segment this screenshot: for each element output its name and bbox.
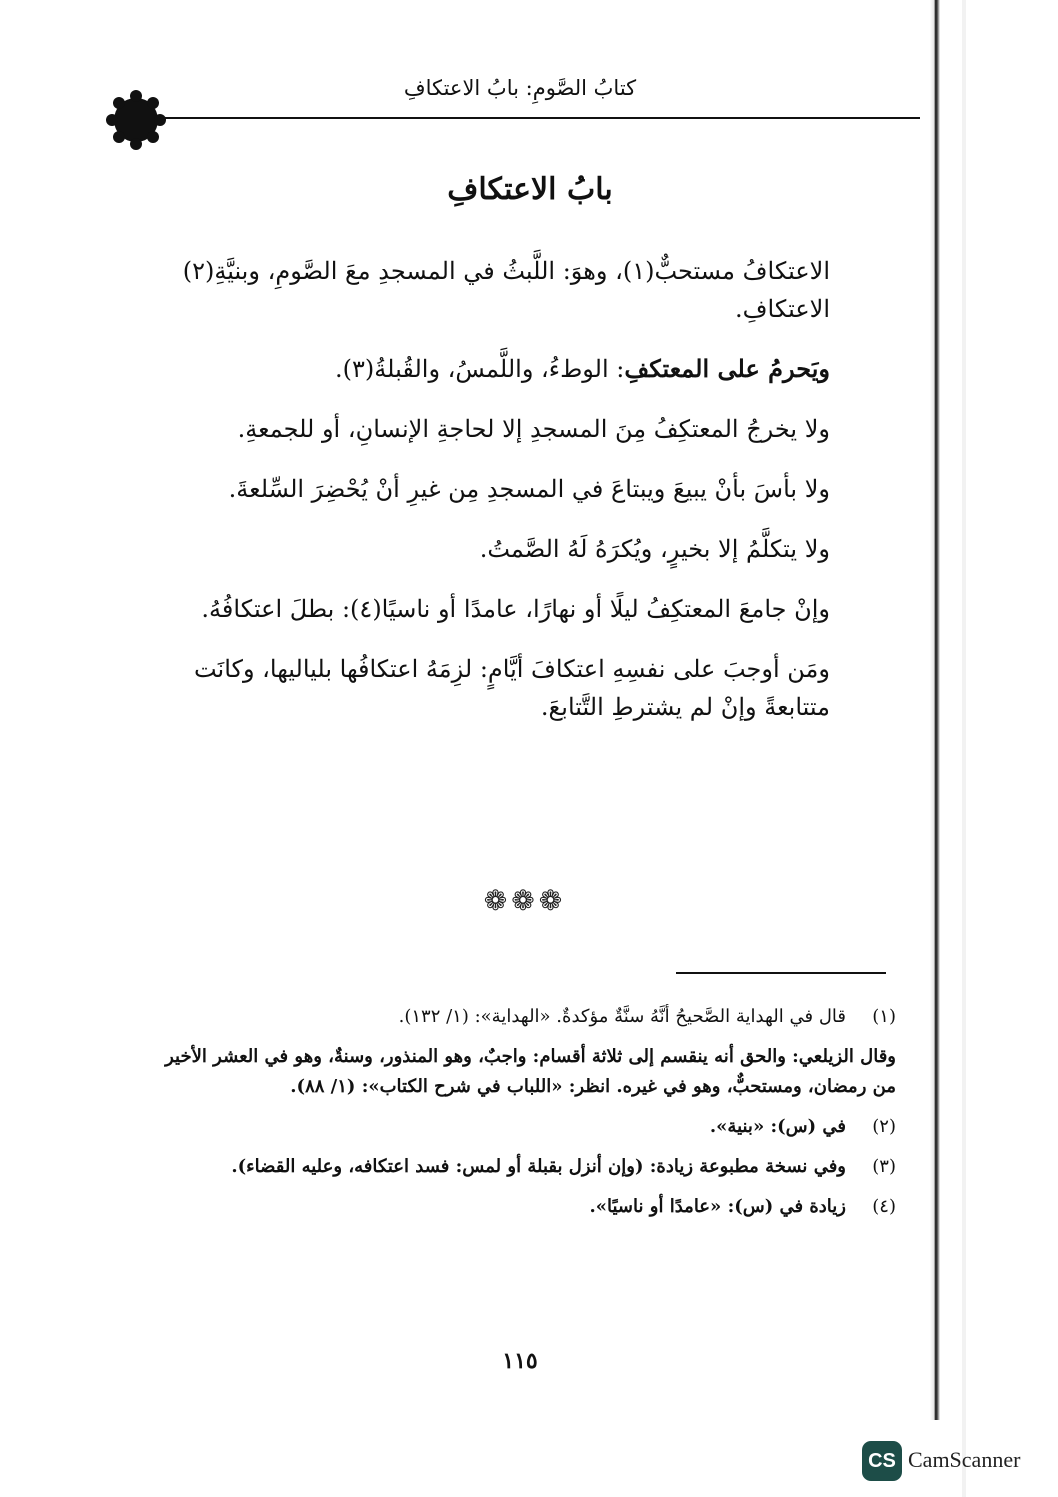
page-number: ١١٥ (502, 1348, 538, 1374)
paragraph-text: ولا يخرجُ المعتكِفُ مِنَ المسجدِ إلا لحاجةِ الإنسانِ، أو للجمعةِ. (237, 415, 830, 443)
footnote-text: وقال الزيلعي: والحق أنه ينقسم إلى ثلاثة أقسام: واجبٌ، وهو المنذور، وسنةٌ، وهو في العشر الأخير من رمضان، ومستحبٌّ، وهو في غيره. انظر: «اللباب في شرح الكتاب»: (١/ ٨٨). (165, 1046, 896, 1097)
footnote-1-continued (148, 1042, 896, 1102)
footnote-1 (148, 1002, 896, 1032)
header-rule (140, 117, 920, 119)
chapter-title: بابُ الاعتكافِ (447, 172, 613, 207)
camscanner-text: CamScanner (908, 1447, 1021, 1472)
footnote-text: وفي نسخة مطبوعة زيادة: (وإن أنزل بقبلة أو لمس: فسد اعتكافه، وعليه القضاء). (231, 1156, 846, 1177)
paragraph-3 (140, 410, 900, 448)
body-text (140, 252, 900, 748)
footnote-text: قال في الهداية الصَّحيحُ أنَّهُ سنَّةٌ مؤكدةٌ. «الهداية»: (١/ ١٣٢). (398, 1006, 846, 1027)
paragraph-7 (140, 650, 900, 726)
paragraph-4 (140, 470, 900, 508)
footnote-4 (148, 1192, 896, 1222)
paragraph-text: ولا يتكلَّمُ إلا بخيرٍ، ويُكرَهُ لَهُ الصَّمتُ. (479, 535, 830, 563)
footnote-number: (٣) (872, 1156, 896, 1177)
paragraph-text: ولا بأسَ بأنْ يبيعَ ويبتاعَ في المسجدِ مِن غيرِ أنْ يُحْضِرَ السِّلعةَ. (228, 475, 830, 503)
footnote-number: (٢) (872, 1116, 896, 1137)
camscanner-watermark (862, 1441, 1038, 1483)
running-header: كتابُ الصَّومِ: بابُ الاعتكافِ (403, 76, 637, 100)
footnote-2 (148, 1112, 896, 1142)
section-separator: ❁❁❁ (483, 884, 567, 917)
camscanner-logo-icon: CS (862, 1441, 902, 1481)
paragraph-text: : الوطءُ، واللَّمسُ، والقُبلةُ(٣). (335, 355, 625, 383)
paragraph-bold-lead: ويَحرمُ على المعتكفِ (624, 354, 830, 383)
footnote-rule (676, 972, 886, 974)
footnote-number: (١) (872, 1006, 896, 1027)
footnote-3 (148, 1152, 896, 1182)
paragraph-5 (140, 530, 900, 568)
footnotes (148, 1002, 896, 1232)
scan-edge-margin (962, 0, 966, 1497)
footnote-text: في (س): «بنية». (709, 1116, 846, 1137)
paragraph-1 (140, 252, 900, 328)
ornament-rosette-icon (104, 88, 168, 152)
footnote-number: (٤) (872, 1196, 896, 1217)
footnote-text: زيادة في (س): «عامدًا أو ناسيًا». (589, 1196, 846, 1217)
scan-edge-shadow (930, 0, 940, 1420)
paragraph-2 (140, 350, 900, 388)
paragraph-text: الاعتكافُ مستحبٌّ(١)، وهوَ: اللَّبثُ في المسجدِ معَ الصَّومِ، وبنيَّةِ(٢) الاعتكافِ. (182, 257, 830, 323)
paragraph-text: وإنْ جامعَ المعتكِفُ ليلًا أو نهارًا، عامدًا أو ناسيًا(٤): بطلَ اعتكافُهُ. (201, 595, 830, 623)
paragraph-text: ومَن أوجبَ على نفسِهِ اعتكافَ أيَّامٍ: لزِمَهُ اعتكافُها بلياليها، وكانَت متتابعةً وإنْ لم يشترطِ التَّتابعَ. (193, 655, 830, 721)
paragraph-6 (140, 590, 900, 628)
